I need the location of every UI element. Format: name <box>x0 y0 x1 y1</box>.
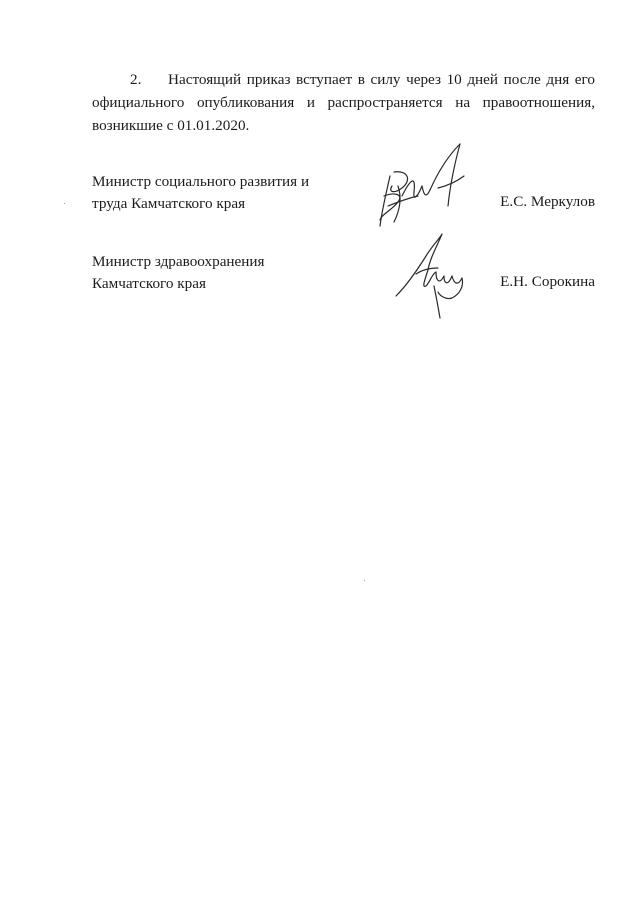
scan-speck <box>364 580 365 581</box>
paragraph-text: Настоящий приказ вступает в силу через 10 дней после дня его официального опубликования и распространяется на правоотношения, возникшие с 01.01.2020. <box>92 71 595 134</box>
signatory-position-2-line1: Министр здравоохранения <box>92 253 265 270</box>
signatory-position-2-line2: Камчатского края <box>92 275 206 292</box>
signatory-position-2 <box>92 251 265 295</box>
handwritten-signature-2 <box>392 226 472 322</box>
signatory-name-1: Е.С. Меркулов <box>500 193 595 210</box>
signatory-name-2: Е.Н. Сорокина <box>500 273 595 290</box>
signatory-position-1-line2: труда Камчатского края <box>92 195 246 212</box>
signatory-position-1-line1: Министр социального развития и <box>92 173 310 190</box>
paragraph-item <box>92 68 595 137</box>
handwritten-signature-1 <box>368 136 480 232</box>
signatory-position-1 <box>92 171 309 215</box>
scan-speck <box>64 203 65 204</box>
paragraph-number: 2. <box>130 71 142 88</box>
